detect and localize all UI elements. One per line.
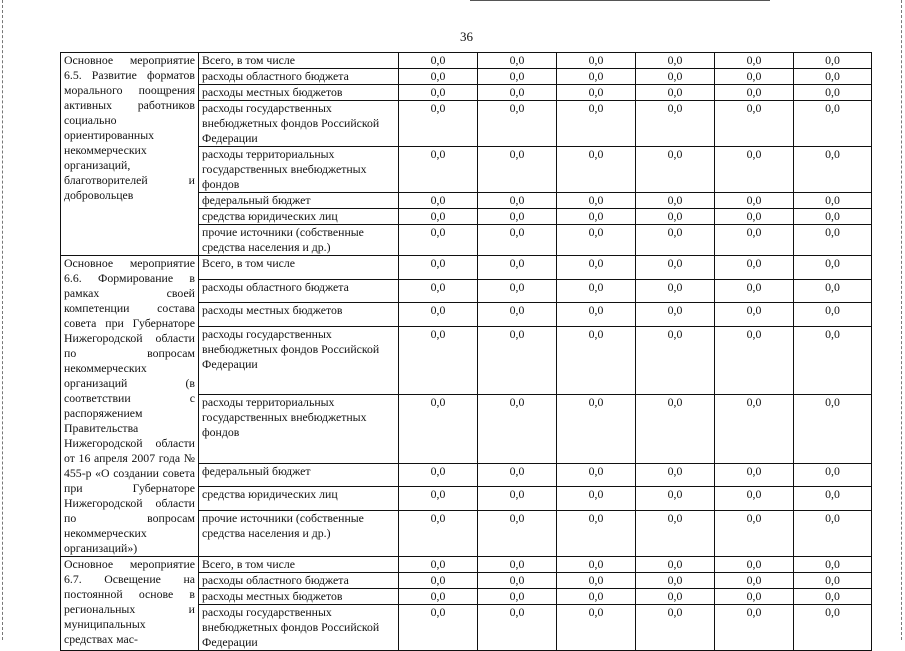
value-cell: 0,0	[636, 279, 715, 303]
value-cell: 0,0	[557, 395, 636, 463]
value-cell: 0,0	[399, 605, 478, 651]
value-cell: 0,0	[557, 573, 636, 589]
value-cell: 0,0	[715, 69, 794, 85]
value-cell: 0,0	[399, 53, 478, 69]
funding-source-label: федеральный бюджет	[199, 193, 399, 209]
value-cell: 0,0	[715, 209, 794, 225]
funding-source-label: Всего, в том числе	[199, 53, 399, 69]
value-cell: 0,0	[715, 53, 794, 69]
value-cell: 0,0	[557, 193, 636, 209]
value-cell: 0,0	[557, 85, 636, 101]
value-cell: 0,0	[557, 589, 636, 605]
value-cell: 0,0	[399, 256, 478, 280]
value-cell: 0,0	[794, 303, 872, 327]
value-cell: 0,0	[715, 463, 794, 487]
activity-description: Основное мероприятие 6.7. Освещение на постоянной основе в региональных и муниципальных средствах мас-	[61, 557, 199, 651]
value-cell: 0,0	[794, 225, 872, 256]
value-cell: 0,0	[478, 395, 557, 463]
value-cell: 0,0	[399, 69, 478, 85]
value-cell: 0,0	[794, 101, 872, 147]
value-cell: 0,0	[557, 256, 636, 280]
value-cell: 0,0	[715, 557, 794, 573]
funding-source-label: прочие источники (собственные средства населения и др.)	[199, 225, 399, 256]
funding-source-label: расходы государственных внебюджетных фондов Российской Федерации	[199, 605, 399, 651]
value-cell: 0,0	[636, 573, 715, 589]
funding-source-label: расходы областного бюджета	[199, 279, 399, 303]
value-cell: 0,0	[715, 256, 794, 280]
value-cell: 0,0	[399, 395, 478, 463]
value-cell: 0,0	[557, 101, 636, 147]
value-cell: 0,0	[478, 327, 557, 395]
value-cell: 0,0	[636, 511, 715, 557]
funding-source-label: расходы территориальных государственных внебюджетных фондов	[199, 395, 399, 463]
value-cell: 0,0	[399, 279, 478, 303]
activity-description: Основное мероприятие 6.5. Развитие форматов морального поощрения активных работников социально ориентированных некоммерческих организаций, благотворителей и добровольцев	[61, 53, 199, 256]
value-cell: 0,0	[557, 279, 636, 303]
value-cell: 0,0	[478, 303, 557, 327]
value-cell: 0,0	[478, 193, 557, 209]
left-scan-edge	[2, 0, 3, 640]
value-cell: 0,0	[636, 85, 715, 101]
value-cell: 0,0	[636, 256, 715, 280]
value-cell: 0,0	[557, 69, 636, 85]
value-cell: 0,0	[399, 557, 478, 573]
funding-source-label: расходы государственных внебюджетных фондов Российской Федерации	[199, 101, 399, 147]
value-cell: 0,0	[715, 225, 794, 256]
value-cell: 0,0	[399, 573, 478, 589]
value-cell: 0,0	[715, 147, 794, 193]
value-cell: 0,0	[715, 303, 794, 327]
value-cell: 0,0	[478, 256, 557, 280]
value-cell: 0,0	[636, 303, 715, 327]
value-cell: 0,0	[715, 193, 794, 209]
value-cell: 0,0	[478, 487, 557, 511]
top-scan-marks	[470, 0, 770, 3]
value-cell: 0,0	[478, 85, 557, 101]
funding-source-label: федеральный бюджет	[199, 463, 399, 487]
funding-source-label: расходы местных бюджетов	[199, 303, 399, 327]
right-scan-edge	[901, 0, 902, 640]
value-cell: 0,0	[557, 209, 636, 225]
value-cell: 0,0	[636, 69, 715, 85]
value-cell: 0,0	[399, 327, 478, 395]
value-cell: 0,0	[794, 589, 872, 605]
funding-source-label: расходы территориальных государственных внебюджетных фондов	[199, 147, 399, 193]
funding-table-body	[61, 53, 872, 651]
value-cell: 0,0	[636, 147, 715, 193]
value-cell: 0,0	[636, 225, 715, 256]
value-cell: 0,0	[478, 53, 557, 69]
value-cell: 0,0	[478, 101, 557, 147]
funding-source-label: прочие источники (собственные средства населения и др.)	[199, 511, 399, 557]
value-cell: 0,0	[794, 193, 872, 209]
value-cell: 0,0	[636, 101, 715, 147]
value-cell: 0,0	[715, 573, 794, 589]
table-row	[61, 557, 872, 573]
value-cell: 0,0	[715, 395, 794, 463]
funding-table	[60, 52, 872, 651]
value-cell: 0,0	[636, 327, 715, 395]
value-cell: 0,0	[794, 395, 872, 463]
value-cell: 0,0	[636, 209, 715, 225]
value-cell: 0,0	[478, 209, 557, 225]
value-cell: 0,0	[399, 589, 478, 605]
value-cell: 0,0	[478, 511, 557, 557]
value-cell: 0,0	[399, 101, 478, 147]
value-cell: 0,0	[478, 69, 557, 85]
value-cell: 0,0	[794, 256, 872, 280]
value-cell: 0,0	[715, 101, 794, 147]
value-cell: 0,0	[557, 225, 636, 256]
funding-source-label: расходы областного бюджета	[199, 573, 399, 589]
value-cell: 0,0	[557, 487, 636, 511]
value-cell: 0,0	[399, 193, 478, 209]
value-cell: 0,0	[478, 279, 557, 303]
value-cell: 0,0	[794, 573, 872, 589]
value-cell: 0,0	[399, 511, 478, 557]
page-number: 36	[460, 29, 473, 44]
value-cell: 0,0	[399, 487, 478, 511]
value-cell: 0,0	[715, 589, 794, 605]
value-cell: 0,0	[557, 147, 636, 193]
value-cell: 0,0	[794, 209, 872, 225]
value-cell: 0,0	[478, 147, 557, 193]
value-cell: 0,0	[794, 605, 872, 651]
value-cell: 0,0	[399, 303, 478, 327]
value-cell: 0,0	[794, 53, 872, 69]
value-cell: 0,0	[478, 605, 557, 651]
value-cell: 0,0	[636, 557, 715, 573]
funding-source-label: расходы местных бюджетов	[199, 85, 399, 101]
value-cell: 0,0	[715, 85, 794, 101]
value-cell: 0,0	[478, 225, 557, 256]
value-cell: 0,0	[478, 589, 557, 605]
table-row	[61, 53, 872, 69]
value-cell: 0,0	[794, 487, 872, 511]
funding-source-label: Всего, в том числе	[199, 256, 399, 280]
value-cell: 0,0	[636, 589, 715, 605]
value-cell: 0,0	[715, 605, 794, 651]
value-cell: 0,0	[557, 605, 636, 651]
value-cell: 0,0	[794, 279, 872, 303]
value-cell: 0,0	[636, 53, 715, 69]
value-cell: 0,0	[478, 463, 557, 487]
funding-source-label: средства юридических лиц	[199, 209, 399, 225]
value-cell: 0,0	[557, 557, 636, 573]
value-cell: 0,0	[557, 303, 636, 327]
value-cell: 0,0	[557, 327, 636, 395]
funding-source-label: расходы областного бюджета	[199, 69, 399, 85]
value-cell: 0,0	[399, 85, 478, 101]
value-cell: 0,0	[636, 463, 715, 487]
value-cell: 0,0	[636, 193, 715, 209]
value-cell: 0,0	[715, 279, 794, 303]
value-cell: 0,0	[399, 209, 478, 225]
value-cell: 0,0	[636, 487, 715, 511]
value-cell: 0,0	[794, 463, 872, 487]
value-cell: 0,0	[794, 147, 872, 193]
value-cell: 0,0	[399, 463, 478, 487]
funding-source-label: расходы местных бюджетов	[199, 589, 399, 605]
value-cell: 0,0	[715, 327, 794, 395]
value-cell: 0,0	[399, 147, 478, 193]
value-cell: 0,0	[636, 395, 715, 463]
funding-source-label: расходы государственных внебюджетных фондов Российской Федерации	[199, 327, 399, 395]
value-cell: 0,0	[557, 511, 636, 557]
funding-source-label: средства юридических лиц	[199, 487, 399, 511]
value-cell: 0,0	[636, 605, 715, 651]
value-cell: 0,0	[794, 69, 872, 85]
value-cell: 0,0	[478, 557, 557, 573]
value-cell: 0,0	[715, 511, 794, 557]
value-cell: 0,0	[478, 573, 557, 589]
value-cell: 0,0	[557, 53, 636, 69]
value-cell: 0,0	[557, 463, 636, 487]
value-cell: 0,0	[794, 85, 872, 101]
value-cell: 0,0	[794, 557, 872, 573]
activity-description: Основное мероприятие 6.6. Формирование в рамках своей компетенции состава совета при Губернаторе Нижегородской области по вопросам некоммерческих организаций (в соответствии с распоряжением Правительства Нижегородской области от 16 апреля 2007 года № 455-р «О создании совета при Губернаторе Нижегородской области по вопросам некоммерческих организаций»)	[61, 256, 199, 557]
value-cell: 0,0	[794, 327, 872, 395]
value-cell: 0,0	[399, 225, 478, 256]
value-cell: 0,0	[794, 511, 872, 557]
funding-source-label: Всего, в том числе	[199, 557, 399, 573]
table-row	[61, 256, 872, 280]
value-cell: 0,0	[715, 487, 794, 511]
